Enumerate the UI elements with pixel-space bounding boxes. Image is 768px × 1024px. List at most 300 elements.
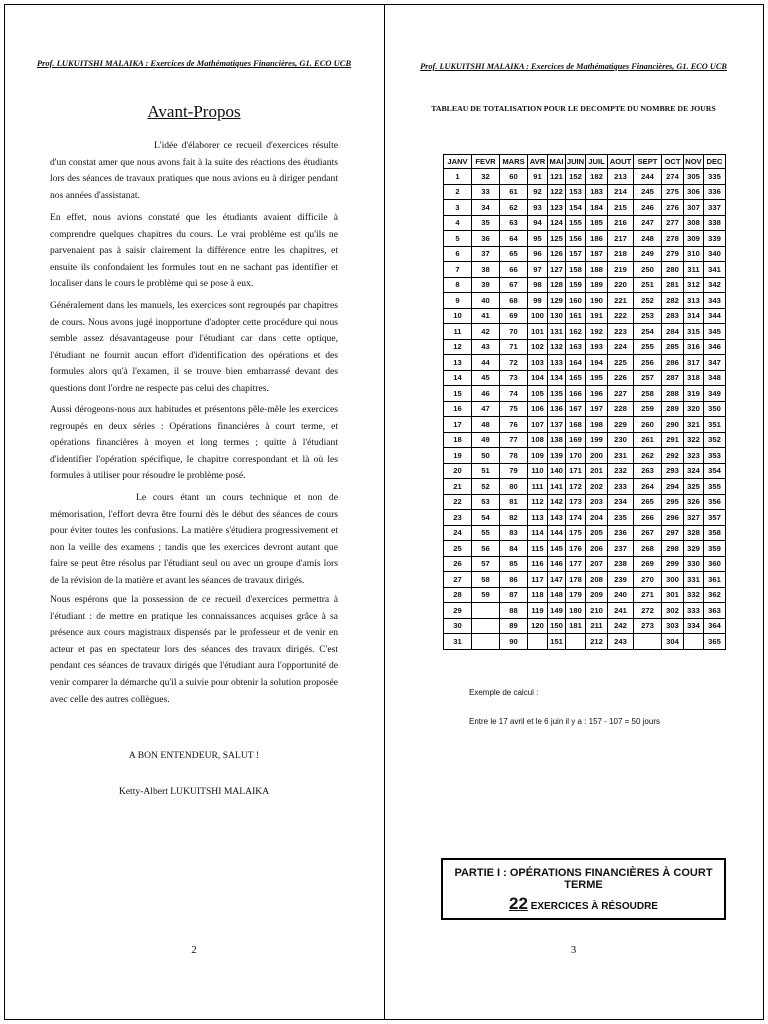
table-cell: 186 [586,231,608,247]
table-cell: 49 [472,432,500,448]
table-cell: 126 [548,246,566,262]
table-cell: 211 [586,618,608,634]
table-cell: 93 [528,200,548,216]
table-cell: 122 [548,184,566,200]
table-cell: 161 [566,308,586,324]
table-cell: 54 [472,510,500,526]
table-cell: 313 [684,293,704,309]
table-cell: 48 [472,417,500,433]
table-row [444,618,726,634]
table-cell: 297 [662,525,684,541]
table-cell [634,634,662,650]
table-cell: 76 [500,417,528,433]
paragraph-5: Le cours étant un cours technique et non de mémorisation, l'effort devra être fourni dès le début des séances de cours pour éviter toutes les confusions. La matière s'étudiera progressivement et non la veille des examens ; tandis que les exercices devront autant que faire se peut être résolus par l'étudiant seul ou avec un groupe d'amis lors de la révision de la matière et avant les séances de travaux dirigés. [50,492,338,586]
table-cell: 180 [566,603,586,619]
table-cell: 83 [500,525,528,541]
table-cell: 197 [586,401,608,417]
table-cell: 118 [528,587,548,603]
table-cell: 273 [634,618,662,634]
table-cell: 330 [684,556,704,572]
table-cell: 300 [662,572,684,588]
table-cell: 68 [500,293,528,309]
table-cell: 314 [684,308,704,324]
table-cell: 193 [586,339,608,355]
table-cell: 359 [704,541,726,557]
table-cell: 168 [566,417,586,433]
table-row [444,200,726,216]
table-cell: 348 [704,370,726,386]
table-cell: 42 [472,324,500,340]
table-cell: 162 [566,324,586,340]
table-cell: 225 [608,355,634,371]
table-row [444,494,726,510]
table-cell: 347 [704,355,726,371]
table-cell: 31 [444,634,472,650]
table-cell: 320 [684,401,704,417]
table-cell: 257 [634,370,662,386]
table-cell: 178 [566,572,586,588]
table-cell: 362 [704,587,726,603]
table-row [444,587,726,603]
table-cell: 36 [472,231,500,247]
table-cell: 341 [704,262,726,278]
table-cell: 129 [548,293,566,309]
table-cell: 285 [662,339,684,355]
table-cell: 325 [684,479,704,495]
table-cell: 46 [472,386,500,402]
table-cell [472,603,500,619]
table-row [444,184,726,200]
column-header: MAI [548,155,566,169]
paragraph-2: En effet, nous avions constaté que les étudiants avaient difficile à comprendre quelques chapitres du cours. Le vrai problème est qu'ils ne parvenaient pas à saisir clairement la différence entre les chapitres, et ensuite ils confondaient les formules tout en ne sachant pas identifier et localiser dans le cours le problème qui se pose à eux. [50,212,338,290]
table-cell: 265 [634,494,662,510]
table-cell: 135 [548,386,566,402]
table-cell: 358 [704,525,726,541]
table-cell: 207 [586,556,608,572]
table-cell: 209 [586,587,608,603]
table-cell: 82 [500,510,528,526]
table-cell: 139 [548,448,566,464]
table-cell: 220 [608,277,634,293]
table-cell: 338 [704,215,726,231]
table-row [444,277,726,293]
table-cell: 243 [608,634,634,650]
table-cell: 231 [608,448,634,464]
table-cell: 10 [444,308,472,324]
table-cell: 116 [528,556,548,572]
table-cell: 79 [500,463,528,479]
table-cell: 52 [472,479,500,495]
table-cell: 246 [634,200,662,216]
table-cell: 169 [566,432,586,448]
table-cell: 324 [684,463,704,479]
table-cell: 252 [634,293,662,309]
table-cell: 77 [500,432,528,448]
table-cell: 95 [528,231,548,247]
table-cell: 35 [472,215,500,231]
page-header: Prof. LUKUITSHI MALAIKA : Exercices de Mathématiques Financières, G1. ECO UCB [420,62,727,71]
table-cell: 294 [662,479,684,495]
table-cell [684,634,704,650]
table-cell: 33 [472,184,500,200]
table-row [444,479,726,495]
table-cell [472,634,500,650]
table-cell: 264 [634,479,662,495]
table-cell: 353 [704,448,726,464]
table-cell: 227 [608,386,634,402]
day-count-table [443,154,726,650]
table-cell: 217 [608,231,634,247]
table-cell: 278 [662,231,684,247]
table-cell: 354 [704,463,726,479]
table-cell: 315 [684,324,704,340]
table-cell: 337 [704,200,726,216]
table-cell: 244 [634,169,662,185]
table-cell: 156 [566,231,586,247]
table-cell: 165 [566,370,586,386]
table-cell: 176 [566,541,586,557]
table-body [444,169,726,650]
table-cell: 215 [608,200,634,216]
table-cell: 249 [634,246,662,262]
table-cell: 199 [586,432,608,448]
table-cell: 240 [608,587,634,603]
table-cell: 38 [472,262,500,278]
table-cell: 182 [586,169,608,185]
table-cell: 85 [500,556,528,572]
table-cell: 283 [662,308,684,324]
table-cell: 201 [586,463,608,479]
table-cell: 105 [528,386,548,402]
table-cell: 179 [566,587,586,603]
table-cell: 229 [608,417,634,433]
table-cell: 58 [472,572,500,588]
page-number: 3 [570,944,577,956]
table-cell: 213 [608,169,634,185]
table-cell: 287 [662,370,684,386]
table-cell: 184 [586,200,608,216]
table-cell: 288 [662,386,684,402]
left-page [4,4,384,1018]
table-cell: 334 [684,618,704,634]
table-cell: 292 [662,448,684,464]
table-cell [528,634,548,650]
page-header: Prof. LUKUITSHI MALAIKA : Exercices de Mathématiques Financières, G1. ECO UCB [36,58,352,68]
table-cell: 236 [608,525,634,541]
column-header: NOV [684,155,704,169]
table-cell: 239 [608,572,634,588]
table-cell: 6 [444,246,472,262]
table-cell: 219 [608,262,634,278]
column-header: MARS [500,155,528,169]
table-cell: 3 [444,200,472,216]
table-row [444,448,726,464]
table-cell: 326 [684,494,704,510]
table-cell: 45 [472,370,500,386]
table-cell: 99 [528,293,548,309]
table-cell: 245 [634,184,662,200]
column-header: JUIL [586,155,608,169]
table-cell: 101 [528,324,548,340]
table-cell: 198 [586,417,608,433]
table-cell: 22 [444,494,472,510]
table-cell: 25 [444,541,472,557]
table-row [444,572,726,588]
table-cell: 221 [608,293,634,309]
table-cell: 114 [528,525,548,541]
table-cell: 351 [704,417,726,433]
table-cell: 14 [444,370,472,386]
table-cell: 24 [444,525,472,541]
table-cell: 284 [662,324,684,340]
table-cell: 15 [444,386,472,402]
table-cell: 298 [662,541,684,557]
table-cell: 73 [500,370,528,386]
table-cell: 104 [528,370,548,386]
table-cell: 153 [566,184,586,200]
table-cell: 258 [634,386,662,402]
table-cell: 306 [684,184,704,200]
table-cell: 63 [500,215,528,231]
table-cell: 192 [586,324,608,340]
table-cell: 21 [444,479,472,495]
table-cell: 357 [704,510,726,526]
table-cell: 1 [444,169,472,185]
table-cell: 293 [662,463,684,479]
table-cell: 208 [586,572,608,588]
table-cell: 305 [684,169,704,185]
table-cell: 26 [444,556,472,572]
table-cell: 323 [684,448,704,464]
table-cell: 316 [684,339,704,355]
table-cell: 319 [684,386,704,402]
table-row [444,308,726,324]
table-cell: 210 [586,603,608,619]
table-cell: 91 [528,169,548,185]
table-cell: 296 [662,510,684,526]
table-cell: 18 [444,432,472,448]
table-cell: 271 [634,587,662,603]
table-cell: 202 [586,479,608,495]
exercise-count: 22 [509,894,528,913]
table-cell: 120 [528,618,548,634]
table-cell: 117 [528,572,548,588]
table-cell: 55 [472,525,500,541]
column-header: AVR [528,155,548,169]
table-cell: 311 [684,262,704,278]
table-cell: 164 [566,355,586,371]
table-cell: 356 [704,494,726,510]
table-cell: 121 [548,169,566,185]
table-cell: 203 [586,494,608,510]
table-cell: 317 [684,355,704,371]
paragraph-4: Aussi dérogeons-nous aux habitudes et présentons pêle-mêle les exercices regroupés en deux séries : Opérations financières à court terme, et opérations financières à moyen et long termes ; quitte à l'étudiant d'identifier l'opération spécifique, le chapitre correspondant et là où les formules à utiliser pour résoudre le problème posé. [50,404,338,482]
table-cell: 200 [586,448,608,464]
table-cell: 62 [500,200,528,216]
table-cell: 53 [472,494,500,510]
table-cell: 124 [548,215,566,231]
table-cell: 177 [566,556,586,572]
table-cell: 230 [608,432,634,448]
table-cell: 279 [662,246,684,262]
table-cell: 87 [500,587,528,603]
table-cell: 309 [684,231,704,247]
table-cell: 16 [444,401,472,417]
table-cell: 276 [662,200,684,216]
table-cell: 256 [634,355,662,371]
table-cell: 65 [500,246,528,262]
table-cell: 365 [704,634,726,650]
table-cell: 50 [472,448,500,464]
example-label: Exemple de calcul : [469,688,539,697]
table-row [444,169,726,185]
table-cell: 352 [704,432,726,448]
table-cell: 360 [704,556,726,572]
table-cell: 291 [662,432,684,448]
table-cell: 318 [684,370,704,386]
table-cell: 51 [472,463,500,479]
table-cell: 234 [608,494,634,510]
table-cell: 266 [634,510,662,526]
table-cell: 301 [662,587,684,603]
paragraph-1: L'idée d'élaborer ce recueil d'exercices résulte d'un constat amer que nous avons fait à la suite des réactions des étudiants lors des séances de travaux pratiques que nous avions eu à diriger pendant nos années d'assistanat. [50,140,338,201]
table-cell: 188 [586,262,608,278]
table-cell: 4 [444,215,472,231]
table-cell: 175 [566,525,586,541]
paragraph-6: Nous espérons que la possession de ce recueil d'exercices permettra à l'étudiant : de mettre en pratique les connaissances acquises grâce à sa présence aux cours magistraux dispensés par le professeur et de venir en acteur et pas en spectateur lors des séances des travaux dirigés. C'est pendant ces séances de travaux dirigés que l'étudiant aura l'opportunité de venir comparer la démarche qu'il a suivie pour obtenir la solution proposée avec celle des autres collègues. [50,594,338,705]
table-cell: 321 [684,417,704,433]
table-cell: 88 [500,603,528,619]
table-cell: 216 [608,215,634,231]
table-cell: 108 [528,432,548,448]
table-cell: 295 [662,494,684,510]
table-cell: 290 [662,417,684,433]
table-cell: 268 [634,541,662,557]
table-cell: 84 [500,541,528,557]
table-cell: 133 [548,355,566,371]
table-cell: 86 [500,572,528,588]
column-header: JANV [444,155,472,169]
table-cell: 148 [548,587,566,603]
table-cell: 335 [704,169,726,185]
table-cell: 8 [444,277,472,293]
table-cell: 74 [500,386,528,402]
table-cell: 189 [586,277,608,293]
table-cell: 106 [528,401,548,417]
right-page [385,4,762,1018]
table-cell: 307 [684,200,704,216]
table-cell: 34 [472,200,500,216]
table-row [444,634,726,650]
author-signature: Ketty-Albert LUKUITSHI MALAIKA [118,786,270,797]
partie-subtitle [443,894,724,914]
table-cell: 342 [704,277,726,293]
table-cell: 7 [444,262,472,278]
table-cell: 350 [704,401,726,417]
table-cell: 47 [472,401,500,417]
table-cell: 100 [528,308,548,324]
table-cell: 150 [548,618,566,634]
table-cell: 232 [608,463,634,479]
table-cell: 222 [608,308,634,324]
table-cell: 242 [608,618,634,634]
table-cell: 134 [548,370,566,386]
table-cell: 270 [634,572,662,588]
table-cell: 30 [444,618,472,634]
table-cell: 253 [634,308,662,324]
table-row [444,355,726,371]
table-cell: 343 [704,293,726,309]
table-cell: 212 [586,634,608,650]
table-cell: 154 [566,200,586,216]
table-row [444,541,726,557]
table-cell: 140 [548,463,566,479]
table-cell: 27 [444,572,472,588]
table-cell: 339 [704,231,726,247]
table-cell: 149 [548,603,566,619]
table-title: TABLEAU DE TOTALISATION POUR LE DECOMPTE DU NOMBRE DE JOURS [431,104,716,113]
table-cell: 137 [548,417,566,433]
table-cell: 312 [684,277,704,293]
table-row [444,339,726,355]
exercise-label: EXERCICES À RÉSOUDRE [527,901,658,912]
table-cell: 109 [528,448,548,464]
table-cell: 333 [684,603,704,619]
table-cell: 345 [704,324,726,340]
table-cell: 224 [608,339,634,355]
table-cell: 69 [500,308,528,324]
table-cell: 241 [608,603,634,619]
table-cell: 260 [634,417,662,433]
table-row [444,262,726,278]
table-cell: 159 [566,277,586,293]
table-cell: 81 [500,494,528,510]
table-cell: 113 [528,510,548,526]
table-cell: 185 [586,215,608,231]
table-cell: 282 [662,293,684,309]
table-cell: 289 [662,401,684,417]
table-cell: 23 [444,510,472,526]
table-cell: 107 [528,417,548,433]
table-cell: 17 [444,417,472,433]
table-cell: 310 [684,246,704,262]
table-cell: 119 [528,603,548,619]
table-cell: 125 [548,231,566,247]
table-cell: 57 [472,556,500,572]
table-cell: 194 [586,355,608,371]
table-cell: 39 [472,277,500,293]
table-cell: 191 [586,308,608,324]
table-cell: 131 [548,324,566,340]
table-row [444,370,726,386]
table-cell: 355 [704,479,726,495]
page-number: 2 [191,944,197,956]
table-cell: 75 [500,401,528,417]
table-row [444,556,726,572]
table-cell: 237 [608,541,634,557]
table-cell: 70 [500,324,528,340]
table-cell: 332 [684,587,704,603]
table-row [444,215,726,231]
table-cell: 299 [662,556,684,572]
table-cell: 187 [586,246,608,262]
table-cell: 110 [528,463,548,479]
table-cell: 71 [500,339,528,355]
table-cell: 97 [528,262,548,278]
table-cell: 173 [566,494,586,510]
table-cell: 206 [586,541,608,557]
table-cell: 160 [566,293,586,309]
